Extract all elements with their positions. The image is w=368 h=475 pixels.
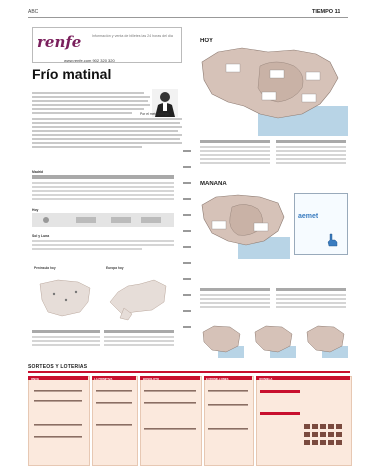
table-row xyxy=(32,186,174,188)
mini-map-left-title: Península hoy xyxy=(34,266,56,270)
forecast-mini-map xyxy=(200,322,244,358)
lottery-card-label: BONOLOTO xyxy=(143,376,160,381)
table-row xyxy=(200,154,270,156)
table-row xyxy=(276,146,346,148)
text-line xyxy=(32,112,132,114)
renfe-url[interactable]: www.renfe.com 902 320 320 xyxy=(64,58,115,63)
text-line xyxy=(32,104,150,106)
table-row xyxy=(32,198,174,200)
text-line xyxy=(32,92,144,94)
weather-icons-row xyxy=(36,215,166,225)
table-row xyxy=(104,336,174,338)
table-row xyxy=(276,162,346,164)
table-row xyxy=(200,302,270,304)
table-header xyxy=(104,330,174,333)
table-row xyxy=(200,294,270,296)
text-line xyxy=(32,146,142,148)
table-row xyxy=(276,306,346,308)
author-byline: Por el meteorólogo xyxy=(140,112,169,116)
table-row xyxy=(200,162,270,164)
table-row xyxy=(276,294,346,296)
madrid-table-title: Madrid xyxy=(32,170,44,174)
table-row xyxy=(32,194,174,196)
table-row xyxy=(200,150,270,152)
table-row xyxy=(276,150,346,152)
header-rule xyxy=(28,17,348,18)
table-header xyxy=(200,140,270,143)
lottery-card-label: EUROMILLONES xyxy=(206,376,229,381)
table-row xyxy=(200,298,270,300)
table-row xyxy=(200,146,270,148)
text-line xyxy=(32,126,182,128)
table-row xyxy=(32,244,174,246)
table-row xyxy=(32,336,100,338)
tomorrow-weather-map xyxy=(198,189,290,259)
tomorrow-map-label: MAÑANA xyxy=(200,181,227,187)
lottery-card-label: ONCE xyxy=(31,376,40,381)
lottery-section-rule xyxy=(28,371,350,373)
table-row xyxy=(276,158,346,160)
table-row xyxy=(276,154,346,156)
pointer-hand-icon xyxy=(326,232,340,248)
table-header xyxy=(32,330,100,333)
sol-luna-title: Sol y Luna xyxy=(32,234,50,238)
mini-map-right-title: Europa hoy xyxy=(106,266,124,270)
table-row xyxy=(200,158,270,160)
table-row xyxy=(32,340,100,342)
text-line xyxy=(32,122,180,124)
table-row xyxy=(276,302,346,304)
table-header xyxy=(32,175,174,179)
renfe-tagline: Información y venta de billetes las 24 horas del día xyxy=(92,34,173,38)
table-row xyxy=(32,240,174,242)
page-header-label: ABC xyxy=(28,9,39,15)
promo-text[interactable]: aemet xyxy=(298,213,319,220)
table-row xyxy=(32,182,174,184)
today-map-label: HOY xyxy=(200,38,214,44)
lottery-card-label: QUINIELA xyxy=(259,376,273,381)
europe-mini-map xyxy=(104,272,174,324)
renfe-logo: renfe xyxy=(37,33,82,51)
peninsula-mini-map xyxy=(32,272,102,324)
text-line xyxy=(32,138,180,140)
table-header xyxy=(276,288,346,291)
article-headline: Frío matinal xyxy=(32,66,112,82)
page-number-label: TIEMPO 11 xyxy=(312,9,341,15)
lottery-section-title: SORTEOS Y LOTERÍAS xyxy=(28,364,88,370)
table-header xyxy=(276,140,346,143)
table-row xyxy=(276,298,346,300)
text-line xyxy=(32,100,148,102)
text-line xyxy=(32,134,182,136)
table-row xyxy=(200,306,270,308)
hoy-table-title: Hoy xyxy=(32,208,39,212)
table-header xyxy=(200,288,270,291)
forecast-mini-map xyxy=(304,322,348,358)
text-line xyxy=(32,108,144,110)
text-line xyxy=(32,96,150,98)
table-row xyxy=(104,344,174,346)
table-row xyxy=(32,344,100,346)
lottery-card-label: LA PRIMITIVA xyxy=(94,376,113,381)
lottery-results-grid xyxy=(28,384,350,462)
forecast-mini-map xyxy=(252,322,296,358)
table-row xyxy=(32,190,174,192)
text-line xyxy=(32,118,182,120)
text-line xyxy=(32,142,182,144)
today-weather-map xyxy=(198,44,348,136)
table-row xyxy=(104,340,174,342)
side-city-column xyxy=(181,150,193,350)
table-row xyxy=(32,248,142,250)
text-line xyxy=(32,130,178,132)
